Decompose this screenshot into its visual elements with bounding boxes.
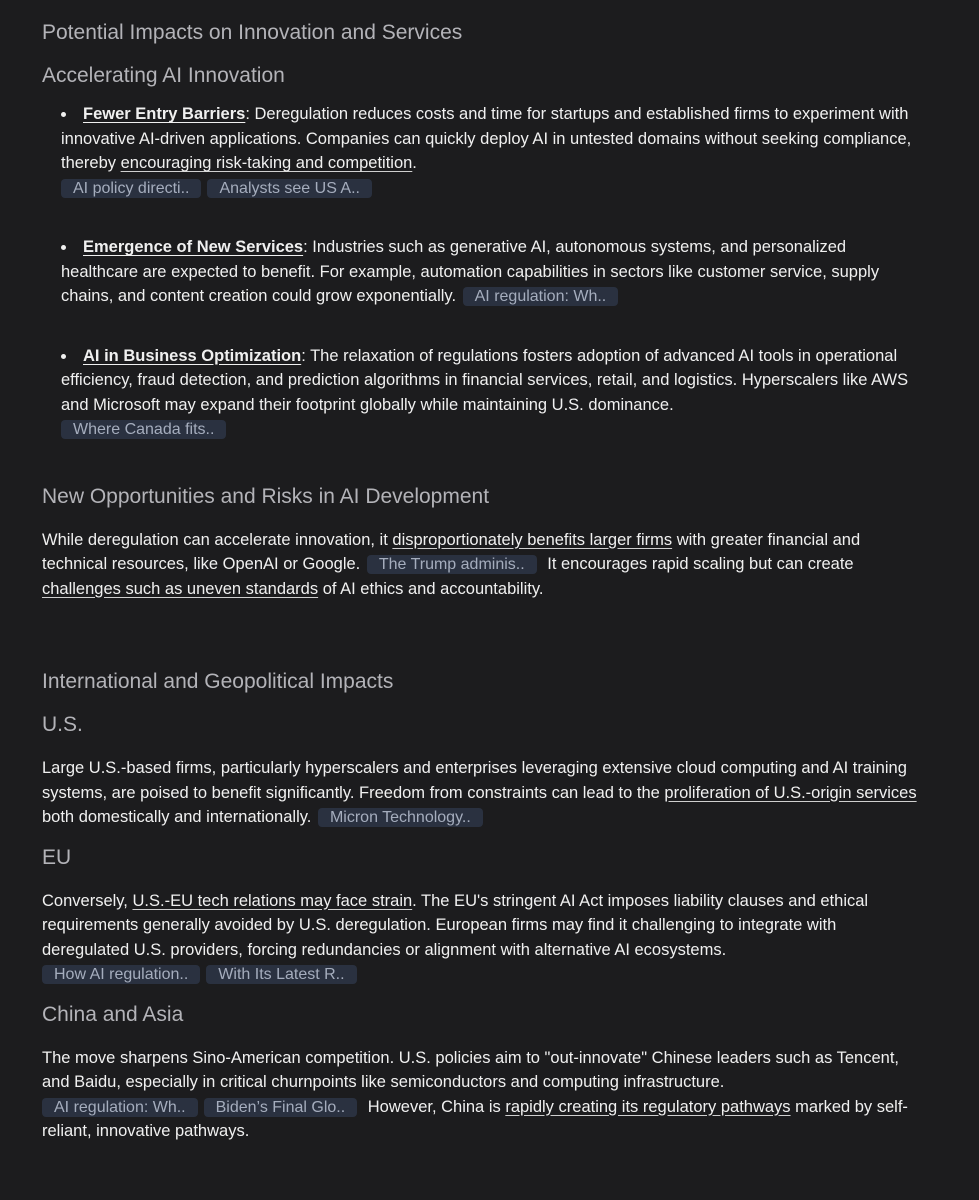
subheading-eu: EU <box>42 845 72 869</box>
link-risk-taking[interactable]: encouraging risk-taking and competition <box>120 154 413 172</box>
source-chip[interactable]: AI policy directi.. <box>61 179 201 198</box>
source-chip[interactable]: AI regulation: Wh.. <box>42 1098 198 1117</box>
subheading-accelerating: Accelerating AI Innovation <box>42 64 285 87</box>
china-paragraph: The move sharpens Sino-American competition. U.S. policies aim to "out-innovate" Chinese leaders such as Tencent, and Baidu, especially in critical churnpoints like semiconductors and computing infrastructure. AI regulation: Wh.. Biden’s Final Glo.. However, China is rapidly creating its regulatory pathways marked by self-reliant, innovative pathways. <box>42 1048 908 1140</box>
source-chip[interactable]: The Trump adminis.. <box>367 555 537 574</box>
list-item: AI in Business Optimization: The relaxation of regulations fosters adoption of advanced AI tools in operational efficiency, fraud detection, and prediction algorithms in financial services, retail, and logistics. Hyperscalers like AWS and Microsoft may expand their footprint globally while maintaining U.S. dominance. Where Canada fits.. <box>61 344 922 442</box>
section-heading-innovation: Potential Impacts on Innovation and Services <box>42 21 463 44</box>
list-item: Emergence of New Services: Industries such as generative AI, autonomous systems, and personalized healthcare are expected to benefit. For example, automation capabilities in sectors like customer service, supply chains, and content creation could grow exponentially. AI regulation: Wh.. <box>61 235 922 309</box>
link-larger-firms[interactable]: disproportionately benefits larger firms <box>392 530 673 549</box>
list-item: Fewer Entry Barriers: Deregulation reduces costs and time for startups and established firms to experiment with innovative AI-driven applications. Companies can quickly deploy AI in untested domains without seeking compliance, thereby encouraging risk-taking and competition. AI policy directi.. Analysts see US A.. <box>61 102 922 200</box>
section-heading-international: International and Geopolitical Impacts <box>42 670 394 693</box>
source-chip[interactable]: How AI regulation.. <box>42 965 200 984</box>
opportunities-paragraph: While deregulation can accelerate innovation, it disproportionately benefits larger firms with greater financial and technical resources, like OpenAI or Google. The Trump adminis.. It encourages rapid scaling but can create challenges such as uneven standards of AI ethics and accountability. <box>42 530 861 598</box>
source-chip[interactable]: With Its Latest R.. <box>206 965 356 984</box>
term-business-optimization[interactable]: AI in Business Optimization <box>83 346 302 365</box>
term-fewer-entry-barriers[interactable]: Fewer Entry Barriers <box>83 105 246 123</box>
article-content <box>42 16 922 1144</box>
source-chip[interactable]: Biden’s Final Glo.. <box>204 1098 358 1117</box>
subheading-opportunities: New Opportunities and Risks in AI Development <box>42 484 490 508</box>
link-eu-strain[interactable]: U.S.-EU tech relations may face strain <box>132 891 413 910</box>
term-new-services[interactable]: Emergence of New Services <box>83 238 304 256</box>
source-chip[interactable]: Micron Technology.. <box>318 808 483 827</box>
source-chip[interactable]: AI regulation: Wh.. <box>463 287 619 306</box>
eu-paragraph: Conversely, U.S.-EU tech relations may face strain. The EU's stringent AI Act imposes liability clauses and ethical requirements generally avoided by U.S. deregulation. European firms may find it challenging to integrate with deregulated U.S. providers, forcing redundancies or alignment with alternative AI ecosystems. How AI regulation.. With Its Latest R.. <box>42 891 869 983</box>
link-regulatory-pathways[interactable]: rapidly creating its regulatory pathways <box>505 1097 791 1116</box>
source-chip[interactable]: Analysts see US A.. <box>207 179 372 198</box>
innovation-list <box>42 102 922 442</box>
us-paragraph: Large U.S.-based firms, particularly hyperscalers and enterprises leveraging extensive cloud computing and AI training systems, are poised to benefit significantly. Freedom from constraints can lead to the proliferation of U.S.-origin services both domestically and internationally. Micron Technology.. <box>42 759 917 826</box>
link-uneven-standards[interactable]: challenges such as uneven standards <box>42 579 319 598</box>
subheading-china-asia: China and Asia <box>42 1002 184 1026</box>
source-chip[interactable]: Where Canada fits.. <box>61 420 226 439</box>
subheading-us: U.S. <box>42 713 83 736</box>
link-proliferation[interactable]: proliferation of U.S.-origin services <box>664 783 917 802</box>
